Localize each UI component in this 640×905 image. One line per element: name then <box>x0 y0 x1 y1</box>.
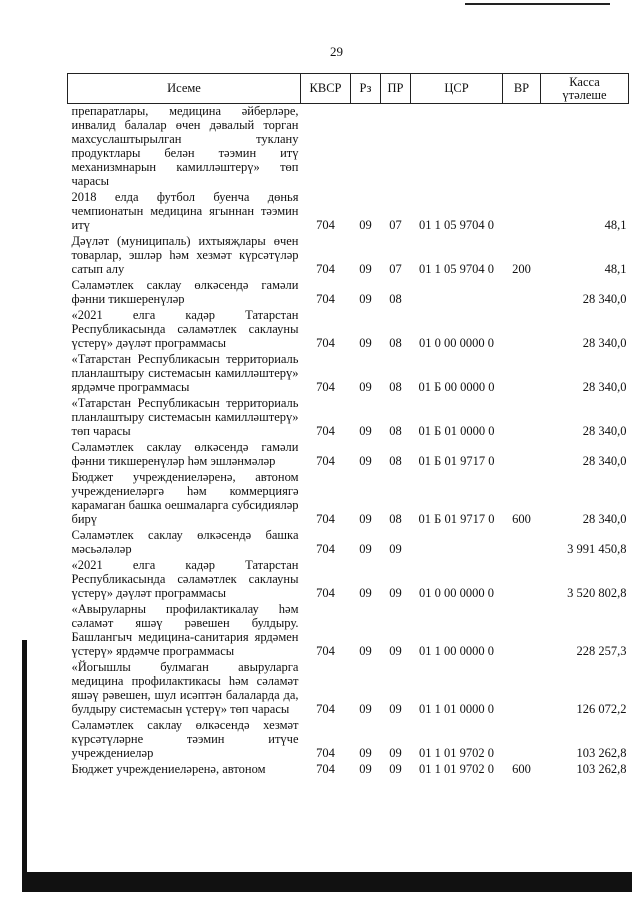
cell-amount: 48,1 <box>604 218 627 232</box>
cell-csr: 01 0 00 0000 0 <box>419 336 494 350</box>
cell-vr <box>503 600 541 658</box>
table-row <box>68 526 629 556</box>
cell-csr: 01 Б 01 9717 0 <box>418 454 495 468</box>
table-row <box>68 556 629 600</box>
cell-rz: 09 <box>359 336 372 350</box>
cell-pr: 08 <box>389 424 402 438</box>
header-kassa-line2: үтәлеше <box>562 87 607 102</box>
header-rz: Рз <box>351 74 381 104</box>
cell-csr <box>411 104 503 189</box>
header-name: Исеме <box>68 74 301 104</box>
cell-name: 2018 елда футбол буенча дөнья чемпионатын медицина ягыннан тәэмин итү <box>71 190 299 232</box>
cell-csr: 01 1 00 0000 0 <box>419 644 494 658</box>
cell-rz: 09 <box>359 702 372 716</box>
cell-pr: 08 <box>389 380 402 394</box>
cell-name: препаратлары, медицина әйберләре, инвалид балалар өчен дәвалый торган махсуслаштырылган туклану продуктлары белән тәэмин итү механизмнарын камилләштерү» төп чарасы <box>71 104 299 188</box>
cell-kvsr: 704 <box>316 762 335 776</box>
cell-vr <box>503 276 541 306</box>
cell-kvsr: 704 <box>316 454 335 468</box>
table-row <box>68 716 629 760</box>
cell-pr: 07 <box>389 262 402 276</box>
budget-table <box>67 73 629 776</box>
cell-vr <box>503 306 541 350</box>
cell-name: Сәламәтлек саклау өлкәсендә гамәли фәнни тикшеренүләр <box>71 278 299 306</box>
cell-csr: 01 Б 00 0000 0 <box>418 380 495 394</box>
cell-rz: 09 <box>359 218 372 232</box>
cell-kvsr: 704 <box>316 512 335 526</box>
cell-vr <box>503 438 541 468</box>
table-row <box>68 276 629 306</box>
cell-pr: 09 <box>389 542 402 556</box>
cell-vr: 600 <box>512 762 531 776</box>
table-row <box>68 658 629 716</box>
cell-rz: 09 <box>359 762 372 776</box>
header-kassa-line1: Касса <box>569 74 600 89</box>
cell-kvsr: 704 <box>316 218 335 232</box>
cell-csr: 01 1 05 9704 0 <box>419 218 494 232</box>
scan-edge-bottom <box>22 872 632 892</box>
cell-kvsr: 704 <box>316 292 335 306</box>
cell-amount: 48,1 <box>604 262 627 276</box>
cell-kvsr: 704 <box>316 380 335 394</box>
cell-amount: 28 340,0 <box>582 424 627 438</box>
cell-amount: 126 072,2 <box>576 702 627 716</box>
cell-name: Сәламәтлек саклау өлкәсендә гамәли фәнни тикшеренүләр һәм эшләнмәләр <box>71 440 299 468</box>
table-row <box>68 232 629 276</box>
cell-kvsr: 704 <box>316 542 335 556</box>
cell-csr: 01 0 00 0000 0 <box>419 586 494 600</box>
cell-pr: 09 <box>389 702 402 716</box>
cell-pr: 09 <box>389 586 402 600</box>
cell-kvsr: 704 <box>316 336 335 350</box>
cell-name: Сәламәтлек саклау өлкәсендә хезмәт күрсәтүләрне тәэмин итүче учреждениеләр <box>71 718 299 760</box>
cell-rz: 09 <box>359 262 372 276</box>
cell-csr: 01 1 01 9702 0 <box>419 746 494 760</box>
cell-pr: 09 <box>389 746 402 760</box>
cell-amount: 28 340,0 <box>582 336 627 350</box>
cell-vr <box>503 394 541 438</box>
cell-amount: 228 257,3 <box>576 644 627 658</box>
header-kvsr: КВСР <box>301 74 351 104</box>
cell-vr <box>503 350 541 394</box>
cell-pr <box>381 104 411 189</box>
cell-pr: 08 <box>389 454 402 468</box>
header-pr: ПР <box>381 74 411 104</box>
cell-name: «Авыруларны профилактикалау һәм сәламәт яшәү рәвешен булдыру. Башлангыч медицина-санитария ярдәмен үстерү» ярдәмче программасы <box>71 602 299 658</box>
cell-amount: 3 991 450,8 <box>567 542 627 556</box>
table-header-row <box>68 74 629 104</box>
cell-kvsr: 704 <box>316 702 335 716</box>
cell-rz <box>351 104 381 189</box>
cell-pr: 08 <box>389 512 402 526</box>
cell-name: Бюджет учреждениеләренә, автоном учреждениеләргә һәм коммерциягә карамаган башка оешмаларга субсидияләр бирү <box>71 470 299 526</box>
cell-kvsr: 704 <box>316 262 335 276</box>
cell-kvsr: 704 <box>316 424 335 438</box>
cell-name: Дәүләт (муниципаль) ихтыяҗлары өчен товарлар, эшләр һәм хезмәт күрсәтүләр сатып алу <box>71 234 299 276</box>
cell-name: «2021 елга кадәр Татарстан Республикасында сәламәтлек саклауны үстерү» дәүләт программасы <box>71 558 299 600</box>
header-csr: ЦСР <box>411 74 503 104</box>
header-kassa <box>541 74 629 104</box>
cell-rz: 09 <box>359 586 372 600</box>
cell-kvsr <box>301 104 351 189</box>
cell-rz: 09 <box>359 454 372 468</box>
cell-amount: 28 340,0 <box>582 512 627 526</box>
cell-kvsr: 704 <box>316 586 335 600</box>
cell-csr: 01 1 01 9702 0 <box>419 762 494 776</box>
cell-csr: 01 Б 01 0000 0 <box>418 424 495 438</box>
cell-pr: 08 <box>389 292 402 306</box>
cell-csr <box>411 276 503 306</box>
cell-name: Сәламәтлек саклау өлкәсендә башка мәсьәләләр <box>71 528 299 556</box>
cell-rz: 09 <box>359 644 372 658</box>
cell-rz: 09 <box>359 292 372 306</box>
cell-name: «Татарстан Республикасын территориаль планлаштыру системасын камилләштерү» төп чарасы <box>71 396 299 438</box>
cell-amount: 28 340,0 <box>582 292 627 306</box>
table-row <box>68 600 629 658</box>
cell-pr: 09 <box>389 644 402 658</box>
cell-vr <box>503 188 541 232</box>
cell-vr <box>503 526 541 556</box>
cell-amount: 28 340,0 <box>582 380 627 394</box>
table-row <box>68 306 629 350</box>
table-row <box>68 350 629 394</box>
cell-pr: 09 <box>389 762 402 776</box>
cell-csr: 01 1 01 0000 0 <box>419 702 494 716</box>
header-vr: ВР <box>503 74 541 104</box>
cell-amount <box>541 104 629 189</box>
cell-pr: 08 <box>389 336 402 350</box>
cell-csr: 01 Б 01 9717 0 <box>418 512 495 526</box>
table-row <box>68 438 629 468</box>
table-row <box>68 104 629 189</box>
table-row <box>68 188 629 232</box>
cell-pr: 07 <box>389 218 402 232</box>
cell-vr <box>503 104 541 189</box>
cell-rz: 09 <box>359 512 372 526</box>
cell-amount: 103 262,8 <box>576 746 627 760</box>
cell-rz: 09 <box>359 424 372 438</box>
cell-vr: 600 <box>512 512 531 526</box>
cell-vr: 200 <box>512 262 531 276</box>
scan-edge-left <box>22 640 27 892</box>
cell-name: Бюджет учреждениеләренә, автоном <box>71 762 266 776</box>
cell-name: «Йогышлы булмаган авыруларга медицина профилактикасы һәм сәламәт яшәү рәвешен, шул исәптән балаларда да, булдыру системасын үстерү» төп чарасы <box>71 660 299 716</box>
cell-kvsr: 704 <box>316 746 335 760</box>
table-row <box>68 760 629 776</box>
cell-rz: 09 <box>359 542 372 556</box>
page-number: 29 <box>330 44 343 59</box>
cell-amount: 103 262,8 <box>576 762 627 776</box>
cell-vr <box>503 716 541 760</box>
cell-amount: 3 520 802,8 <box>567 586 627 600</box>
cell-csr: 01 1 05 9704 0 <box>419 262 494 276</box>
cell-vr <box>503 556 541 600</box>
top-rule <box>465 3 610 5</box>
table-row <box>68 468 629 526</box>
cell-name: «Татарстан Республикасын территориаль планлаштыру системасын камилләштерү» ярдәмче программасы <box>71 352 299 394</box>
cell-name: «2021 елга кадәр Татарстан Республикасында сәламәтлек саклауны үстерү» дәүләт программасы <box>71 308 299 350</box>
cell-rz: 09 <box>359 746 372 760</box>
cell-kvsr: 704 <box>316 644 335 658</box>
cell-amount: 28 340,0 <box>582 454 627 468</box>
cell-rz: 09 <box>359 380 372 394</box>
cell-vr <box>503 658 541 716</box>
cell-csr <box>411 526 503 556</box>
table-row <box>68 394 629 438</box>
